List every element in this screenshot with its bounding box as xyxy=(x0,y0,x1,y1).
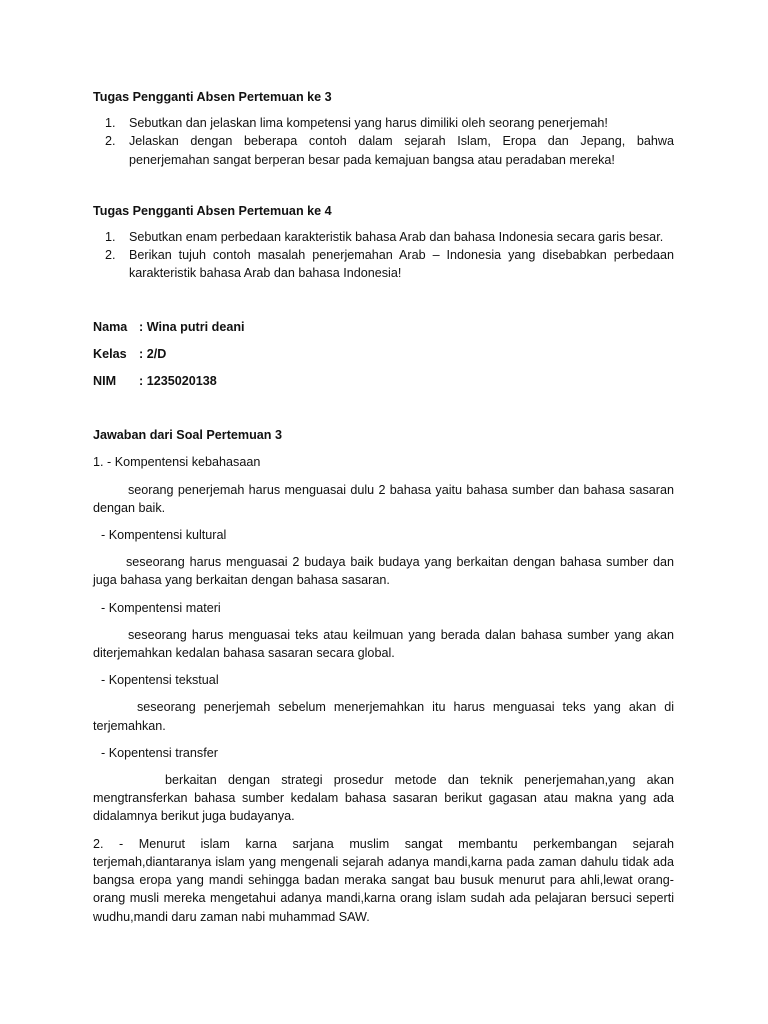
nim-label: NIM xyxy=(93,374,117,389)
section-heading-pertemuan-4: Tugas Pengganti Absen Pertemuan ke 4 xyxy=(93,203,332,218)
name-label: Nama xyxy=(93,319,128,334)
list-number: 1. xyxy=(105,230,116,245)
nim-value: : 1235020138 xyxy=(139,374,217,389)
list-item-text: Sebutkan enam perbedaan karakteristik bahasa Arab dan bahasa Indonesia secara garis besar. xyxy=(129,230,664,245)
list-item xyxy=(93,228,674,246)
list-item xyxy=(93,114,674,132)
list-item xyxy=(93,132,674,168)
identity-class-row xyxy=(93,345,674,363)
answer-label-tekstual: - Kopentensi tekstual xyxy=(101,673,219,688)
answers-heading: Jawaban dari Soal Pertemuan 3 xyxy=(93,428,282,443)
list-item-text: Jelaskan dengan beberapa contoh dalam sejarah Islam, Eropa dan Jepang, bahwa penerjemahan sangat berperan besar pada kemajuan bangsa atau peradaban mereka! xyxy=(129,134,674,167)
task-list-pertemuan-4 xyxy=(93,228,674,283)
answer-label-kebahasaan: 1. - Kompentensi kebahasaan xyxy=(93,455,261,470)
task-list-pertemuan-3 xyxy=(93,114,674,169)
answer-label-materi: - Kompentensi materi xyxy=(101,600,221,615)
document-page xyxy=(93,88,674,926)
answer-text-kebahasaan: seorang penerjemah harus menguasai dulu 2 bahasa yaitu bahasa sumber dan bahasa sasaran dengan baik. xyxy=(93,482,674,515)
section-heading-pertemuan-3: Tugas Pengganti Absen Pertemuan ke 3 xyxy=(93,90,332,104)
class-value: : 2/D xyxy=(139,346,167,361)
answer-text-tekstual: seseorang penerjemah sebelum menerjemahkan itu harus menguasai teks yang akan di terjemahkan. xyxy=(93,700,674,733)
class-label: Kelas xyxy=(93,346,127,361)
list-item-text: Berikan tujuh contoh masalah penerjemahan Arab – Indonesia yang disebabkan perbedaan karakteristik bahasa Arab dan bahasa Indonesia! xyxy=(129,248,674,281)
list-number: 2. xyxy=(105,248,116,263)
answer-text-materi: seseorang harus menguasai teks atau keilmuan yang berada dalan bahasa sumber yang akan diterjemahkan kedalan bahasa sasaran secara global. xyxy=(93,627,674,661)
identity-nim-row xyxy=(93,372,674,390)
answer-text-transfer: berkaitan dengan strategi prosedur metode dan teknik penerjemahan,yang akan mengtransferkan bahasa sumber kedalam bahasa sasaran berikut gagasan atau makna yang ada didalamnya berikut juga budayanya. xyxy=(93,773,674,824)
list-item-text: Sebutkan dan jelaskan lima kompetensi yang harus dimiliki oleh seorang penerjemah! xyxy=(129,116,608,131)
name-value: : Wina putri deani xyxy=(139,319,245,334)
answer-label-transfer: - Kopentensi transfer xyxy=(101,745,218,760)
answer-label-kultural: - Kompentensi kultural xyxy=(101,528,227,543)
list-item xyxy=(93,246,674,282)
answer-text-question-2: 2. - Menurut islam karna sarjana muslim sangat membantu perkembangan sejarah terjemah,diantaranya islam yang mengenali sejarah adanya mandi,karna pada zaman dahulu tidak ada bangsa eropa yang mandi sehingga badan meraka sangat bau busuk menurut para ahli,lewat orang-orang musli mereka mengetahui adanya mandi,karna orang islam sudah ada pelajaran bersuci seperti wudhu,mandi daru zaman nabi muhammad SAW. xyxy=(93,836,674,924)
answer-text-kultural: seseorang harus menguasai 2 budaya baik budaya yang berkaitan dengan bahasa sumber dan juga bahasa yang berkaitan dengan bahasa sasaran. xyxy=(93,555,674,588)
list-number: 2. xyxy=(105,134,116,149)
list-number: 1. xyxy=(105,116,116,131)
identity-name-row xyxy=(93,318,674,336)
